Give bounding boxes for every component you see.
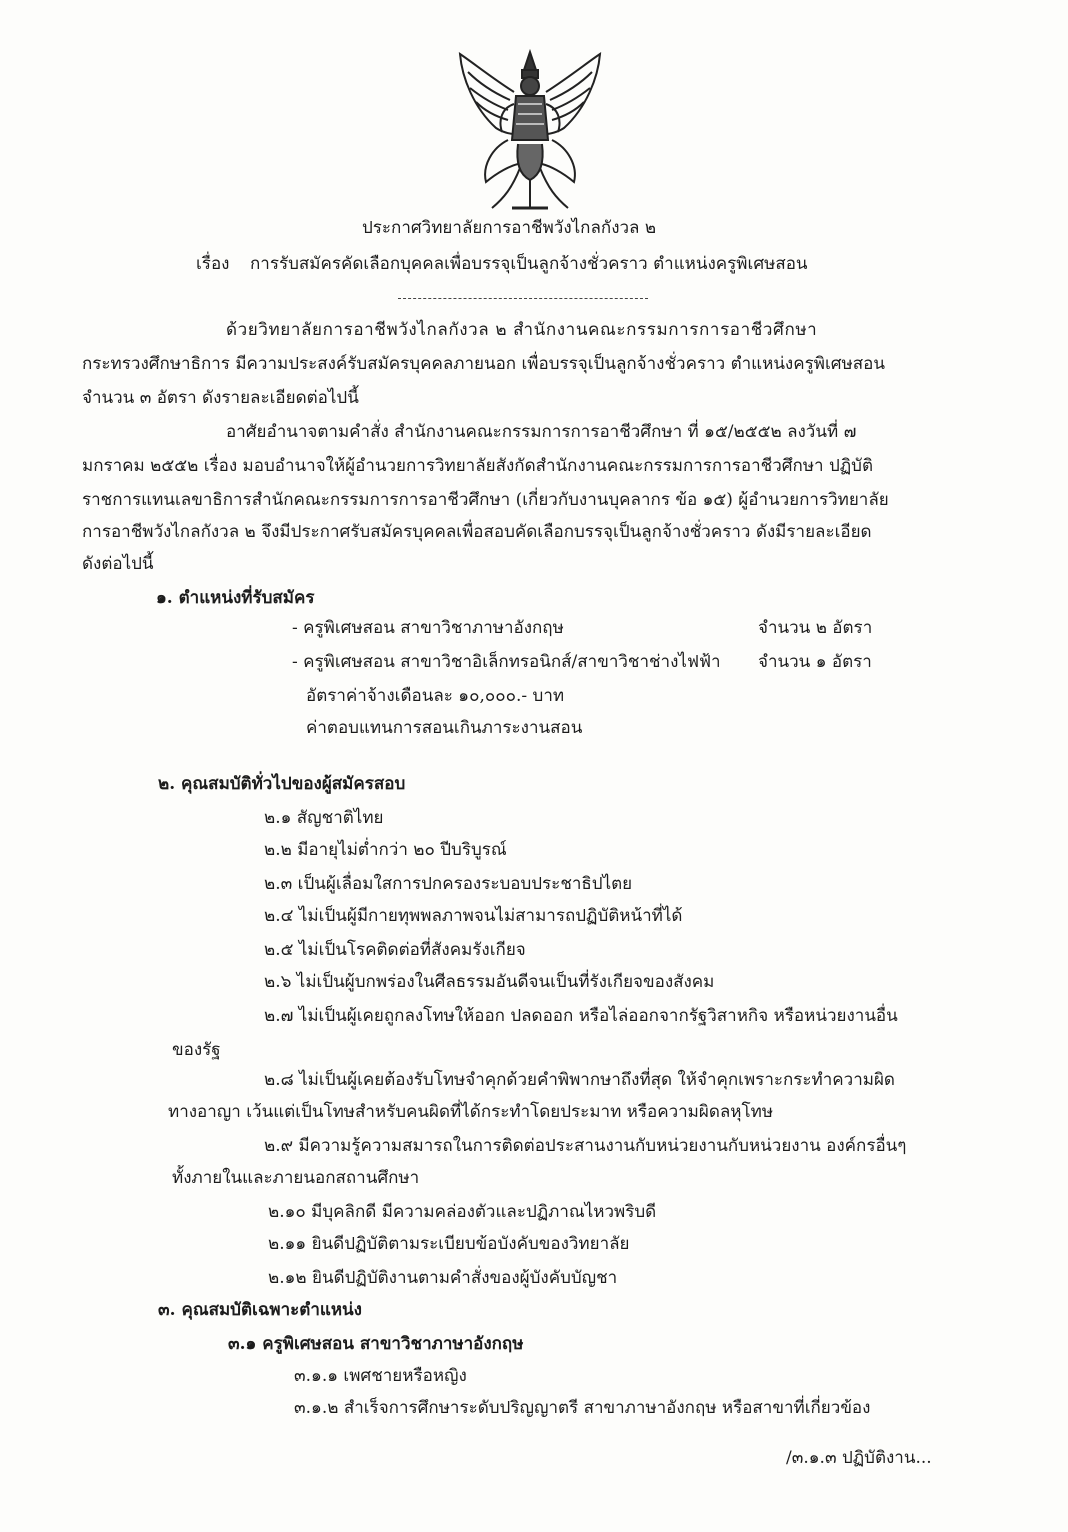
qualification-2-4: ๒.๔ ไม่เป็นผู้มีกายทุพพลภาพจนไม่สามารถปฏิบัติหน้าที่ได้ <box>264 906 683 926</box>
garuda-emblem-icon <box>452 48 608 214</box>
qualification-2-8b: ทางอาญา เว้นแต่เป็นโทษสำหรับคนผิดที่ได้กระทำโดยประมาท หรือความผิดลหุโทษ <box>168 1102 774 1122</box>
intro-p2-line3: ราชการแทนเลขาธิการสำนักคณะกรรมการการอาชีวศึกษา (เกี่ยวกับงานบุคลากร ข้อ ๑๕) ผู้อำนวยการวิทยาลัย <box>82 490 889 510</box>
extra-compensation: ค่าตอบแทนการสอนเกินภาระงานสอน <box>306 718 583 738</box>
title-divider <box>398 298 648 299</box>
intro-p2-line4: การอาชีพวังไกลกังวล ๒ จึงมีประกาศรับสมัครบุคคลเพื่อสอบคัดเลือกบรรจุเป็นลูกจ้างชั่วคราว ดังมีรายละเอียด <box>82 522 872 542</box>
qualification-2-9b: ทั้งภายในและภายนอกสถานศึกษา <box>172 1168 420 1188</box>
qualification-2-7a: ๒.๗ ไม่เป็นผู้เคยถูกลงโทษให้ออก ปลดออก หรือไล่ออกจากรัฐวิสาหกิจ หรือหน่วยงานอื่น <box>264 1006 898 1026</box>
qualification-2-11: ๒.๑๑ ยินดีปฏิบัติตามระเบียบข้อบังคับของวิทยาลัย <box>268 1234 630 1254</box>
continued-marker: /๓.๑.๓ ปฏิบัติงาน... <box>786 1448 932 1468</box>
section2-heading: ๒. คุณสมบัติทั่วไปของผู้สมัครสอบ <box>158 774 406 794</box>
subject-label: เรื่อง <box>196 254 230 274</box>
position-2: - ครูพิเศษสอน สาขาวิชาอิเล็กทรอนิกส์/สาขาวิชาช่างไฟฟ้า <box>292 652 721 672</box>
qualification-2-12: ๒.๑๒ ยินดีปฏิบัติงานตามคำสั่งของผู้บังคับบัญชา <box>268 1268 618 1288</box>
qualification-2-1: ๒.๑ สัญชาติไทย <box>264 808 384 828</box>
intro-p2-line2: มกราคม ๒๕๕๒ เรื่อง มอบอำนาจให้ผู้อำนวยการวิทยาลัยสังกัดสำนักงานคณะกรรมการการอาชีวศึกษา ปฏิบัติ <box>82 456 874 476</box>
section3-subheading: ๓.๑ ครูพิเศษสอน สาขาวิชาภาษาอังกฤษ <box>228 1334 524 1354</box>
qualification-2-5: ๒.๕ ไม่เป็นโรคติดต่อที่สังคมรังเกียจ <box>264 940 526 960</box>
qualification-3-1-1: ๓.๑.๑ เพศชายหรือหญิง <box>294 1366 467 1386</box>
salary-rate: อัตราค่าจ้างเดือนละ ๑๐,๐๐๐.- บาท <box>306 686 565 706</box>
position-2-count: จำนวน ๑ อัตรา <box>758 652 872 672</box>
intro-p2-line5: ดังต่อไปนี้ <box>82 554 154 574</box>
section1-heading: ๑. ตำแหน่งที่รับสมัคร <box>156 588 315 608</box>
announcement-title: ประกาศวิทยาลัยการอาชีพวังไกลกังวล ๒ <box>362 218 657 238</box>
qualification-2-7b: ของรัฐ <box>172 1040 221 1060</box>
qualification-2-8a: ๒.๘ ไม่เป็นผู้เคยต้องรับโทษจำคุกด้วยคำพิพากษาถึงที่สุด ให้จำคุกเพราะกระทำความผิด <box>264 1070 895 1090</box>
qualification-2-10: ๒.๑๐ มีบุคลิกดี มีความคล่องตัวและปฏิภาณไหวพริบดี <box>268 1202 657 1222</box>
subject-text: การรับสมัครคัดเลือกบุคคลเพื่อบรรจุเป็นลูกจ้างชั่วคราว ตำแหน่งครูพิเศษสอน <box>250 254 808 274</box>
qualification-2-3: ๒.๓ เป็นผู้เลื่อมใสการปกครองระบอบประชาธิปไตย <box>264 874 633 894</box>
intro-p1-line2: กระทรวงศึกษาธิการ มีความประสงค์รับสมัครบุคคลภายนอก เพื่อบรรจุเป็นลูกจ้างชั่วคราว ตำแหน่งครูพิเศษสอน <box>82 354 885 374</box>
section3-heading: ๓. คุณสมบัติเฉพาะตำแหน่ง <box>158 1300 362 1320</box>
intro-p1-line3: จำนวน ๓ อัตรา ดังรายละเอียดต่อไปนี้ <box>82 388 359 408</box>
qualification-3-1-2: ๓.๑.๒ สำเร็จการศึกษาระดับปริญญาตรี สาขาภาษาอังกฤษ หรือสาขาที่เกี่ยวข้อง <box>294 1398 871 1418</box>
position-1-count: จำนวน ๒ อัตรา <box>758 618 873 638</box>
qualification-2-2: ๒.๒ มีอายุไม่ต่ำกว่า ๒๐ ปีบริบูรณ์ <box>264 840 507 860</box>
position-1: - ครูพิเศษสอน สาขาวิชาภาษาอังกฤษ <box>292 618 564 638</box>
intro-p2-line1: อาศัยอำนาจตามคำสั่ง สำนักงานคณะกรรมการการอาชีวศึกษา ที่ ๑๕/๒๕๕๒ ลงวันที่ ๗ <box>226 422 857 442</box>
qualification-2-9a: ๒.๙ มีความรู้ความสมารถในการติดต่อประสานงานกับหน่วยงานกับหน่วยงาน องค์กรอื่นๆ <box>264 1136 907 1156</box>
intro-p1-line1: ด้วยวิทยาลัยการอาชีพวังไกลกังวล ๒ สำนักงานคณะกรรมการการอาชีวศึกษา <box>226 320 818 340</box>
qualification-2-6: ๒.๖ ไม่เป็นผู้บกพร่องในศีลธรรมอันดีจนเป็นที่รังเกียจของสังคม <box>264 972 715 992</box>
